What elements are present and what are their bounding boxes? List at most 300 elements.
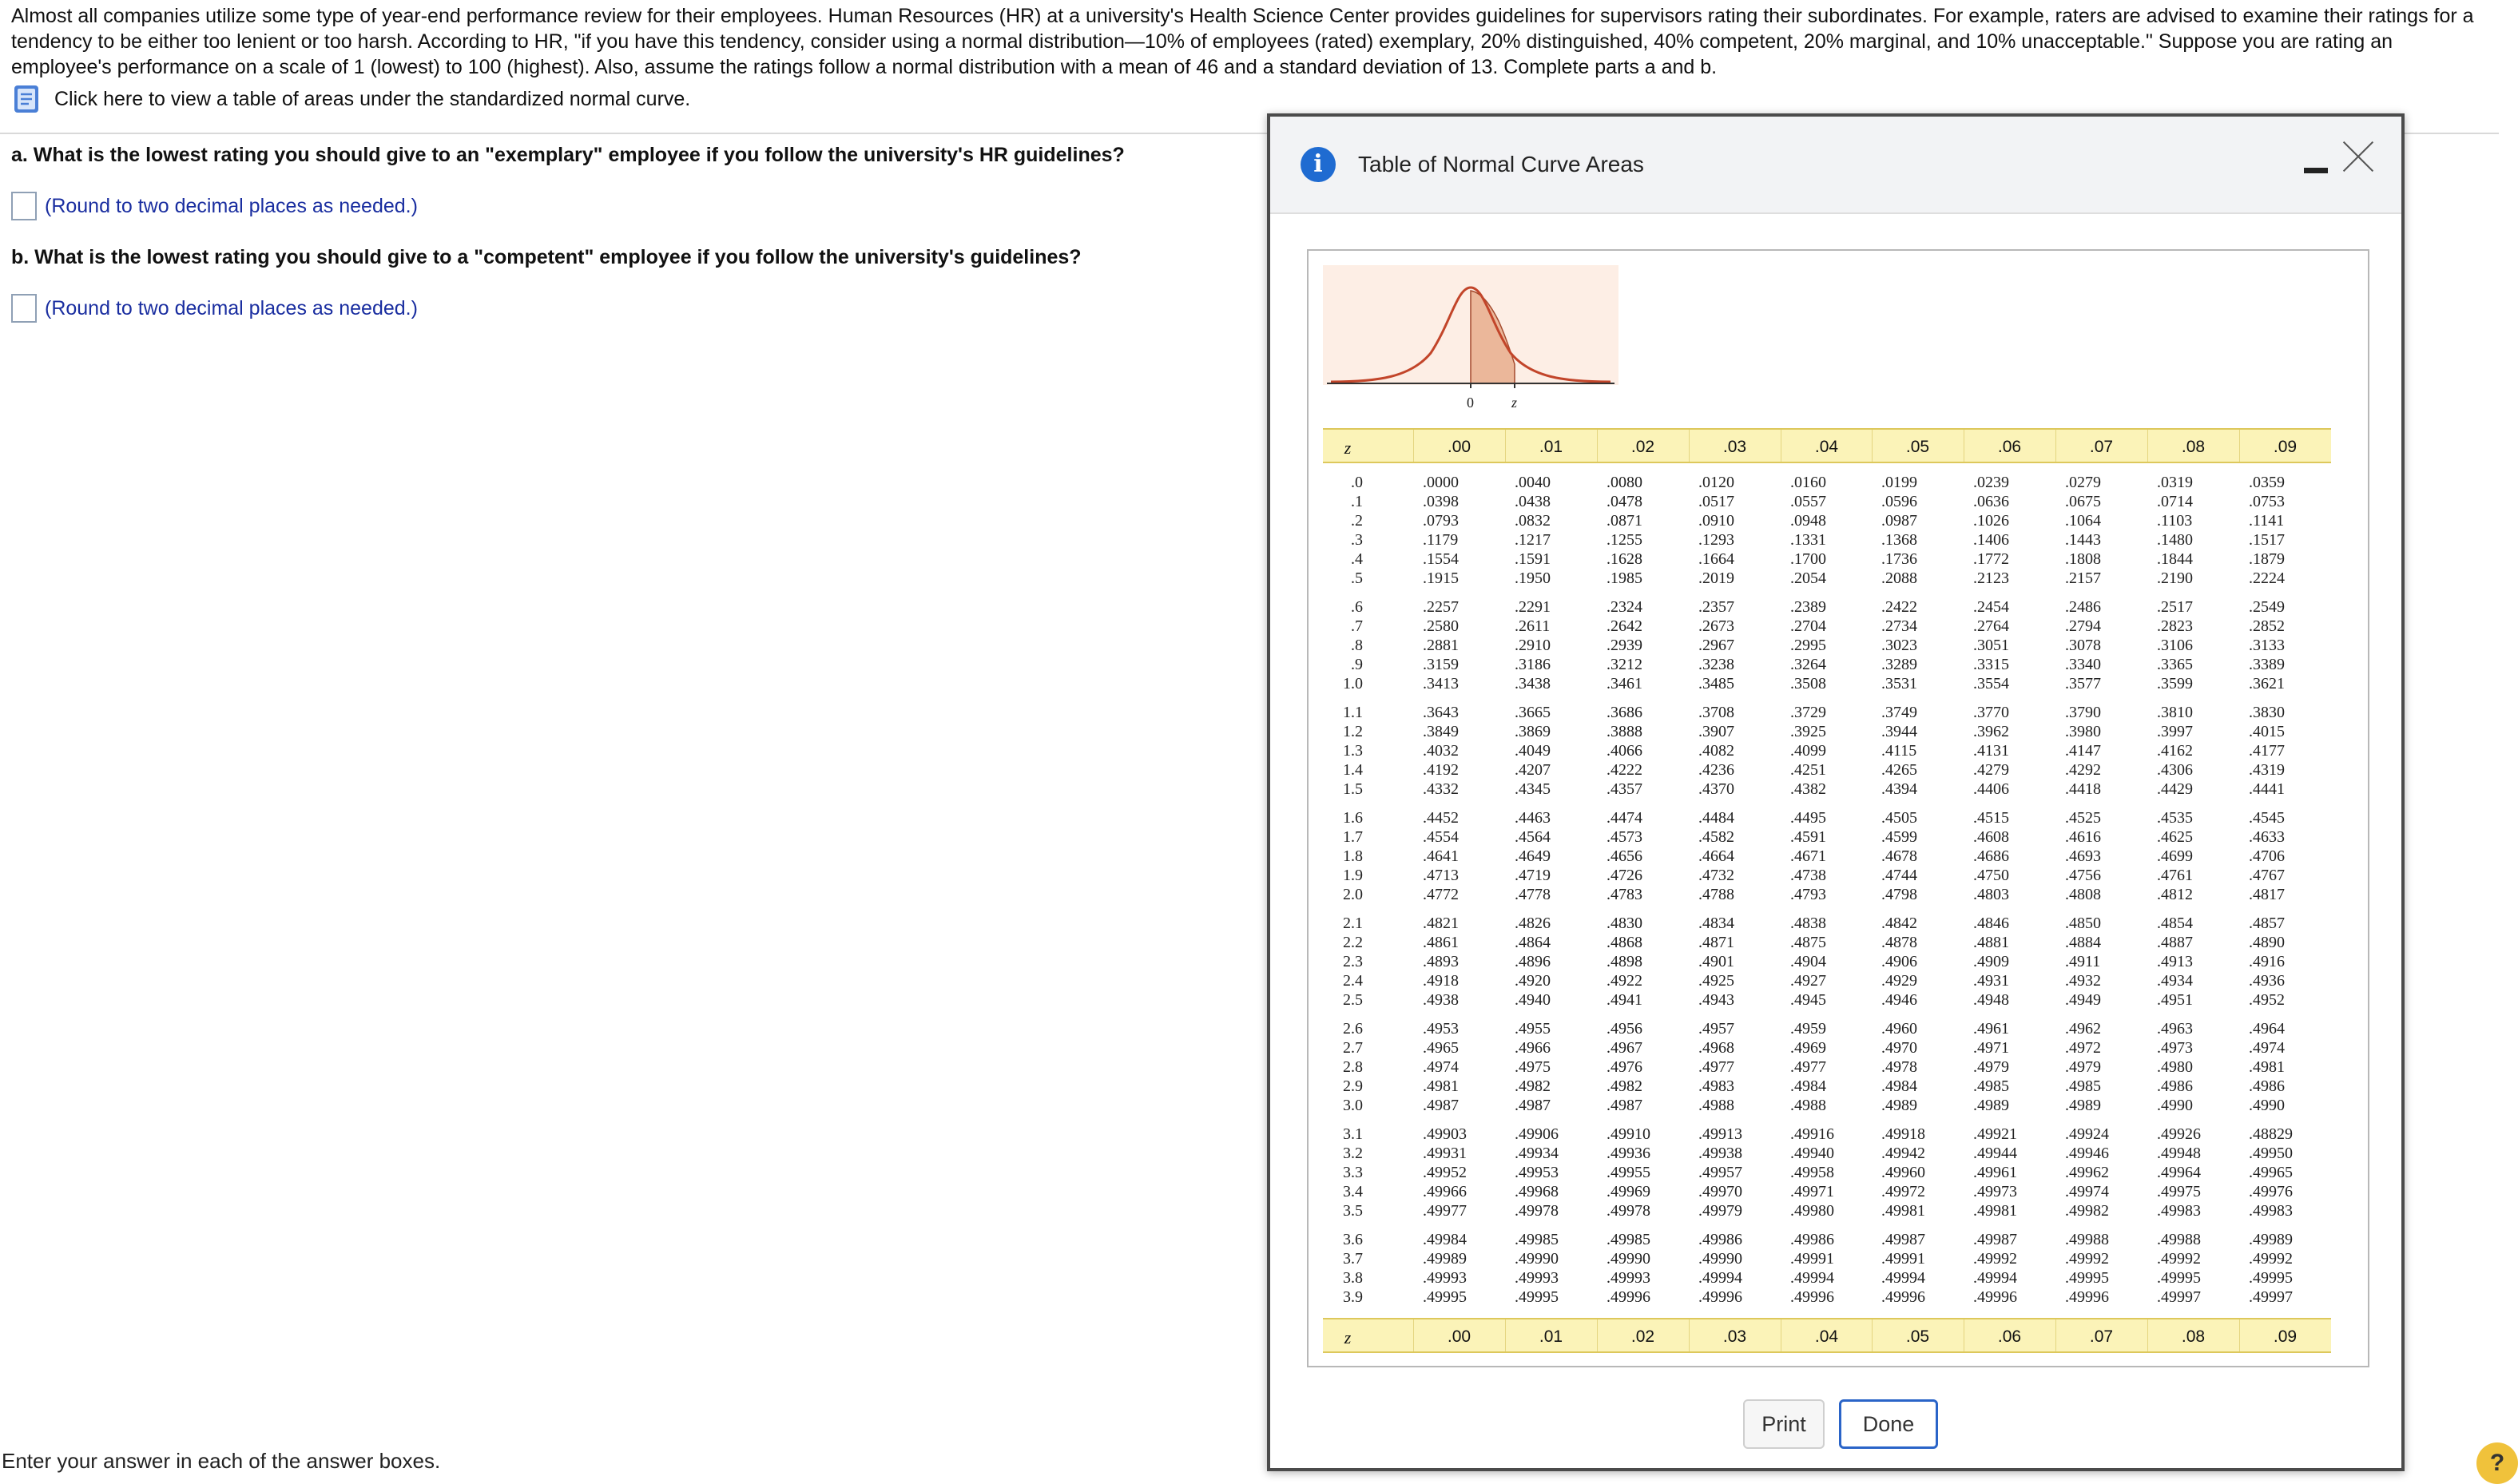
table-cell: .4826 bbox=[1515, 915, 1551, 932]
table-cell: .4868 bbox=[1607, 934, 1642, 951]
table-cell: .4115 bbox=[1881, 742, 1917, 760]
table-cell: .49965 bbox=[2249, 1164, 2293, 1181]
table-cell: .2517 bbox=[2157, 598, 2193, 616]
table-cell: .49971 bbox=[1790, 1183, 1834, 1200]
table-cell: .2019 bbox=[1698, 569, 1734, 587]
answer-row-b bbox=[11, 294, 418, 323]
table-cell: .1480 bbox=[2157, 531, 2193, 549]
table-cell: .4941 bbox=[1607, 991, 1642, 1009]
table-cell: .49992 bbox=[1973, 1250, 2017, 1268]
table-cell: .49948 bbox=[2157, 1145, 2201, 1162]
table-row bbox=[1323, 990, 2331, 1010]
table-cell: .49994 bbox=[1698, 1269, 1742, 1287]
table-cell: .4265 bbox=[1881, 761, 1917, 779]
table-row bbox=[1323, 971, 2331, 990]
table-cell: .4535 bbox=[2157, 809, 2193, 827]
normal-table-link-text[interactable]: Click here to view a table of areas under the standardized normal curve. bbox=[54, 87, 691, 110]
table-cell: .4951 bbox=[2157, 991, 2193, 1009]
table-cell: .4357 bbox=[1607, 780, 1642, 798]
minimize-icon[interactable] bbox=[2302, 157, 2329, 184]
table-cell: .4625 bbox=[2157, 828, 2193, 846]
table-cell: .3023 bbox=[1881, 637, 1917, 654]
table-cell: .4989 bbox=[1973, 1097, 2009, 1114]
print-button[interactable]: Print bbox=[1743, 1399, 1825, 1449]
table-cell: .4979 bbox=[2065, 1058, 2101, 1076]
z-label: 3.5 bbox=[1343, 1202, 1363, 1220]
table-cell: .4989 bbox=[2065, 1097, 2101, 1114]
table-cell: .3133 bbox=[2249, 637, 2285, 654]
z-label: .3 bbox=[1351, 531, 1363, 549]
table-row bbox=[1323, 1182, 2331, 1201]
table-cell: .4726 bbox=[1607, 867, 1642, 884]
table-cell: .4222 bbox=[1607, 761, 1642, 779]
table-cell: .4474 bbox=[1607, 809, 1642, 827]
table-cell: .4966 bbox=[1515, 1039, 1551, 1057]
table-row bbox=[1323, 1249, 2331, 1268]
table-cell: .3186 bbox=[1515, 656, 1551, 673]
table-cell: .4952 bbox=[2249, 991, 2285, 1009]
table-cell: .4693 bbox=[2065, 847, 2101, 865]
row-group bbox=[1323, 914, 2331, 1010]
col-header: .02 bbox=[1630, 1327, 1655, 1346]
table-cell: .4987 bbox=[1423, 1097, 1459, 1114]
table-cell: .3749 bbox=[1881, 704, 1917, 721]
table-cell: .2673 bbox=[1698, 617, 1734, 635]
row-group bbox=[1323, 808, 2331, 904]
table-cell: .4099 bbox=[1790, 742, 1826, 760]
table-cell: .3212 bbox=[1607, 656, 1642, 673]
table-cell: .4988 bbox=[1698, 1097, 1734, 1114]
table-cell: .0871 bbox=[1607, 512, 1642, 530]
table-cell: .49970 bbox=[1698, 1183, 1742, 1200]
table-cell: .4976 bbox=[1607, 1058, 1642, 1076]
table-row bbox=[1323, 1201, 2331, 1220]
col-divider bbox=[2147, 1319, 2148, 1351]
row-group bbox=[1323, 1019, 2331, 1115]
table-cell: .49987 bbox=[1881, 1231, 1925, 1248]
table-cell: .4616 bbox=[2065, 828, 2101, 846]
table-cell: .3340 bbox=[2065, 656, 2101, 673]
row-group bbox=[1323, 597, 2331, 693]
col-divider bbox=[2239, 1319, 2240, 1351]
table-cell: .4251 bbox=[1790, 761, 1826, 779]
z-label: 2.5 bbox=[1343, 991, 1363, 1009]
table-cell: .4678 bbox=[1881, 847, 1917, 865]
table-cell: .2794 bbox=[2065, 617, 2101, 635]
table-cell: .49996 bbox=[1790, 1288, 1834, 1306]
table-cell: .49985 bbox=[1607, 1231, 1650, 1248]
table-row bbox=[1323, 1230, 2331, 1249]
table-cell: .4948 bbox=[1973, 991, 2009, 1009]
table-cell: .2823 bbox=[2157, 617, 2193, 635]
table-cell: .3106 bbox=[2157, 637, 2193, 654]
table-cell: .4983 bbox=[1698, 1077, 1734, 1095]
table-cell: .4974 bbox=[1423, 1058, 1459, 1076]
z-label: 1.9 bbox=[1343, 867, 1363, 884]
table-cell: .4971 bbox=[1973, 1039, 2009, 1057]
table-cell: .4032 bbox=[1423, 742, 1459, 760]
table-cell: .4929 bbox=[1881, 972, 1917, 990]
table-row bbox=[1323, 703, 2331, 722]
table-cell: .4082 bbox=[1698, 742, 1734, 760]
answer-input-b[interactable] bbox=[11, 294, 37, 323]
table-cell: .49994 bbox=[1790, 1269, 1834, 1287]
table-cell: .49996 bbox=[2065, 1288, 2109, 1306]
table-cell: .49992 bbox=[2157, 1250, 2201, 1268]
table-cell: .0478 bbox=[1607, 493, 1642, 510]
z-label: .0 bbox=[1351, 474, 1363, 491]
table-cell: .49968 bbox=[1515, 1183, 1559, 1200]
table-cell: .2967 bbox=[1698, 637, 1734, 654]
table-cell: .0000 bbox=[1423, 474, 1459, 491]
table-cell: .4896 bbox=[1515, 953, 1551, 970]
table-cell: .4989 bbox=[1881, 1097, 1917, 1114]
table-row bbox=[1323, 511, 2331, 530]
table-cell: .3888 bbox=[1607, 723, 1642, 740]
table-cell: .49995 bbox=[2249, 1269, 2293, 1287]
col-header: .06 bbox=[1997, 1327, 2022, 1346]
table-cell: .49969 bbox=[1607, 1183, 1650, 1200]
table-cell: .48829 bbox=[2249, 1125, 2293, 1143]
z-label: .8 bbox=[1351, 637, 1363, 654]
table-cell: .49997 bbox=[2157, 1288, 2201, 1306]
table-cell: .4977 bbox=[1698, 1058, 1734, 1076]
table-cell: .4554 bbox=[1423, 828, 1459, 846]
table-row bbox=[1323, 933, 2331, 952]
table-cell: .4599 bbox=[1881, 828, 1917, 846]
table-cell: .49990 bbox=[1515, 1250, 1559, 1268]
table-cell: .49996 bbox=[1881, 1288, 1925, 1306]
table-cell: .4901 bbox=[1698, 953, 1734, 970]
normal-table-dialog bbox=[1267, 113, 2405, 1471]
table-cell: .4803 bbox=[1973, 886, 2009, 903]
curve-label-z: z bbox=[1511, 395, 1518, 411]
table-cell: .49913 bbox=[1698, 1125, 1742, 1143]
table-cell: .4793 bbox=[1790, 886, 1826, 903]
table-cell: .2389 bbox=[1790, 598, 1826, 616]
table-cell: .49961 bbox=[1973, 1164, 2017, 1181]
table-cell: .1064 bbox=[2065, 512, 2101, 530]
table-cell: .4767 bbox=[2249, 867, 2285, 884]
z-label: 1.4 bbox=[1343, 761, 1363, 779]
table-cell: .3708 bbox=[1698, 704, 1734, 721]
table-cell: .4963 bbox=[2157, 1020, 2193, 1038]
table-cell: .4984 bbox=[1790, 1077, 1826, 1095]
table-cell: .1217 bbox=[1515, 531, 1551, 549]
table-cell: .4932 bbox=[2065, 972, 2101, 990]
question-a: a. What is the lowest rating you should give to an "exemplary" employee if you follow the university's HR guidelines? bbox=[11, 144, 1125, 166]
table-cell: .3729 bbox=[1790, 704, 1826, 721]
table-cell: .4778 bbox=[1515, 886, 1551, 903]
table-cell: .4986 bbox=[2157, 1077, 2193, 1095]
table-cell: .1554 bbox=[1423, 550, 1459, 568]
table-cell: .0279 bbox=[2065, 474, 2101, 491]
table-cell: .49903 bbox=[1423, 1125, 1467, 1143]
table-cell: .3531 bbox=[1881, 675, 1917, 692]
z-label: 3.2 bbox=[1343, 1145, 1363, 1162]
table-cell: .49978 bbox=[1607, 1202, 1650, 1220]
table-cell: .49931 bbox=[1423, 1145, 1467, 1162]
table-cell: .4830 bbox=[1607, 915, 1642, 932]
table-cell: .1368 bbox=[1881, 531, 1917, 549]
col-header: .05 bbox=[1905, 438, 1930, 456]
table-cell: .49983 bbox=[2157, 1202, 2201, 1220]
table-cell: .4177 bbox=[2249, 742, 2285, 760]
table-row bbox=[1323, 530, 2331, 550]
table-cell: .0040 bbox=[1515, 474, 1551, 491]
table-cell: .2995 bbox=[1790, 637, 1826, 654]
col-divider bbox=[2055, 1319, 2056, 1351]
table-cell: .3159 bbox=[1423, 656, 1459, 673]
table-cell: .49958 bbox=[1790, 1164, 1834, 1181]
table-cell: .1736 bbox=[1881, 550, 1917, 568]
table-cell: .4898 bbox=[1607, 953, 1642, 970]
table-cell: .4938 bbox=[1423, 991, 1459, 1009]
table-cell: .49992 bbox=[2065, 1250, 2109, 1268]
table-cell: .2852 bbox=[2249, 617, 2285, 635]
table-cell: .49918 bbox=[1881, 1125, 1925, 1143]
table-row bbox=[1323, 655, 2331, 674]
col-header: .08 bbox=[2181, 438, 2206, 456]
table-cell: .4345 bbox=[1515, 780, 1551, 798]
curve-label-zero: 0 bbox=[1467, 395, 1474, 411]
table-row bbox=[1323, 1077, 2331, 1096]
z-label: 2.4 bbox=[1343, 972, 1363, 990]
table-cell: .4875 bbox=[1790, 934, 1826, 951]
row-group bbox=[1323, 473, 2331, 588]
col-divider bbox=[1872, 1319, 1873, 1351]
table-row bbox=[1323, 1268, 2331, 1288]
table-row bbox=[1323, 1057, 2331, 1077]
table-cell: .4761 bbox=[2157, 867, 2193, 884]
table-cell: .49995 bbox=[1515, 1288, 1559, 1306]
table-cell: .4633 bbox=[2249, 828, 2285, 846]
table-cell: .4990 bbox=[2157, 1097, 2193, 1114]
table-cell: .1772 bbox=[1973, 550, 2009, 568]
table-cell: .4973 bbox=[2157, 1039, 2193, 1057]
close-icon[interactable] bbox=[2341, 139, 2376, 174]
table-cell: .0948 bbox=[1790, 512, 1826, 530]
z-label: .6 bbox=[1351, 598, 1363, 616]
table-cell: .49986 bbox=[1790, 1231, 1834, 1248]
table-cell: .4985 bbox=[1973, 1077, 2009, 1095]
table-row bbox=[1323, 492, 2331, 511]
table-row bbox=[1323, 1163, 2331, 1182]
table-cell: .4429 bbox=[2157, 780, 2193, 798]
table-cell: .2611 bbox=[1515, 617, 1551, 635]
table-cell: .49966 bbox=[1423, 1183, 1467, 1200]
table-cell: .3907 bbox=[1698, 723, 1734, 740]
table-cell: .2157 bbox=[2065, 569, 2101, 587]
table-cell: .1879 bbox=[2249, 550, 2285, 568]
table-cell: .49978 bbox=[1515, 1202, 1559, 1220]
table-cell: .2910 bbox=[1515, 637, 1551, 654]
table-cell: .49916 bbox=[1790, 1125, 1834, 1143]
table-cell: .49996 bbox=[1607, 1288, 1650, 1306]
table-cell: .49992 bbox=[2249, 1250, 2293, 1268]
z-label: 1.2 bbox=[1343, 723, 1363, 740]
col-header: .09 bbox=[2273, 1327, 2298, 1346]
table-cell: .0080 bbox=[1607, 474, 1642, 491]
table-cell: .0910 bbox=[1698, 512, 1734, 530]
table-row bbox=[1323, 722, 2331, 741]
table-cell: .49936 bbox=[1607, 1145, 1650, 1162]
table-cell: .4495 bbox=[1790, 809, 1826, 827]
table-cell: .4974 bbox=[2249, 1039, 2285, 1057]
table-cell: .0832 bbox=[1515, 512, 1551, 530]
table-cell: .4953 bbox=[1423, 1020, 1459, 1038]
table-cell: .4850 bbox=[2065, 915, 2101, 932]
table-cell: .4918 bbox=[1423, 972, 1459, 990]
table-cell: .4452 bbox=[1423, 809, 1459, 827]
table-cell: .49991 bbox=[1790, 1250, 1834, 1268]
table-frame bbox=[1307, 249, 2369, 1367]
z-table bbox=[1323, 428, 2331, 1355]
table-cell: .2422 bbox=[1881, 598, 1917, 616]
normal-table-link[interactable] bbox=[11, 81, 690, 117]
table-row bbox=[1323, 569, 2331, 588]
table-cell: .4960 bbox=[1881, 1020, 1917, 1038]
answer-row-a bbox=[11, 192, 418, 220]
table-cell: .4981 bbox=[2249, 1058, 2285, 1076]
table-cell: .2580 bbox=[1423, 617, 1459, 635]
row-group bbox=[1323, 1125, 2331, 1220]
table-cell: .3849 bbox=[1423, 723, 1459, 740]
table-cell: .49983 bbox=[2249, 1202, 2293, 1220]
table-cell: .2939 bbox=[1607, 637, 1642, 654]
answer-input-a[interactable] bbox=[11, 192, 37, 220]
z-label: .1 bbox=[1351, 493, 1363, 510]
table-cell: .2088 bbox=[1881, 569, 1917, 587]
table-cell: .3078 bbox=[2065, 637, 2101, 654]
table-cell: .4505 bbox=[1881, 809, 1917, 827]
table-cell: .49974 bbox=[2065, 1183, 2109, 1200]
table-cell: .49994 bbox=[1881, 1269, 1925, 1287]
table-cell: .4015 bbox=[2249, 723, 2285, 740]
table-cell: .4975 bbox=[1515, 1058, 1551, 1076]
z-label: 3.1 bbox=[1343, 1125, 1363, 1143]
col-divider bbox=[1505, 430, 1506, 462]
table-cell: .3997 bbox=[2157, 723, 2193, 740]
table-cell: .0987 bbox=[1881, 512, 1917, 530]
z-label: 3.9 bbox=[1343, 1288, 1363, 1306]
table-cell: .4608 bbox=[1973, 828, 2009, 846]
table-cell: .4968 bbox=[1698, 1039, 1734, 1057]
table-cell: .49973 bbox=[1973, 1183, 2017, 1200]
col-header: .01 bbox=[1539, 438, 1563, 456]
table-cell: .4955 bbox=[1515, 1020, 1551, 1038]
table-cell: .1026 bbox=[1973, 512, 2009, 530]
table-cell: .3577 bbox=[2065, 675, 2101, 692]
z-label: 2.0 bbox=[1343, 886, 1363, 903]
table-cell: .4864 bbox=[1515, 934, 1551, 951]
table-cell: .4861 bbox=[1423, 934, 1459, 951]
table-cell: .49910 bbox=[1607, 1125, 1650, 1143]
col-header: .00 bbox=[1447, 438, 1471, 456]
table-row bbox=[1323, 952, 2331, 971]
table-cell: .1985 bbox=[1607, 569, 1642, 587]
table-cell: .49997 bbox=[2249, 1288, 2293, 1306]
z-label: 3.4 bbox=[1343, 1183, 1363, 1200]
table-cell: .49938 bbox=[1698, 1145, 1742, 1162]
table-cell: .1844 bbox=[2157, 550, 2193, 568]
col-header: z bbox=[1344, 438, 1352, 458]
table-cell: .2190 bbox=[2157, 569, 2193, 587]
table-cell: .4798 bbox=[1881, 886, 1917, 903]
table-row bbox=[1323, 550, 2331, 569]
col-header: .01 bbox=[1539, 1327, 1563, 1346]
col-divider bbox=[1413, 1319, 1414, 1351]
table-cell: .4940 bbox=[1515, 991, 1551, 1009]
row-group bbox=[1323, 703, 2331, 799]
table-cell: .49994 bbox=[1973, 1269, 2017, 1287]
col-divider bbox=[2055, 430, 2056, 462]
table-cell: .4909 bbox=[1973, 953, 2009, 970]
table-cell: .1255 bbox=[1607, 531, 1642, 549]
round-hint-b: (Round to two decimal places as needed.) bbox=[45, 296, 418, 319]
table-cell: .2054 bbox=[1790, 569, 1826, 587]
help-button[interactable]: ? bbox=[2476, 1442, 2518, 1484]
table-cell: .2642 bbox=[1607, 617, 1642, 635]
table-cell: .4946 bbox=[1881, 991, 1917, 1009]
table-row bbox=[1323, 674, 2331, 693]
table-cell: .49957 bbox=[1698, 1164, 1742, 1181]
z-label: 2.3 bbox=[1343, 953, 1363, 970]
table-cell: .49993 bbox=[1607, 1269, 1650, 1287]
table-cell: .4978 bbox=[1881, 1058, 1917, 1076]
table-row bbox=[1323, 1019, 2331, 1038]
col-divider bbox=[1505, 1319, 1506, 1351]
dialog-header bbox=[1270, 117, 2401, 214]
table-cell: .1406 bbox=[1973, 531, 2009, 549]
table-cell: .49991 bbox=[1881, 1250, 1925, 1268]
table-cell: .3389 bbox=[2249, 656, 2285, 673]
table-cell: .3830 bbox=[2249, 704, 2285, 721]
table-cell: .4949 bbox=[2065, 991, 2101, 1009]
table-cell: .4884 bbox=[2065, 934, 2101, 951]
done-button[interactable]: Done bbox=[1839, 1399, 1938, 1449]
table-cell: .49906 bbox=[1515, 1125, 1559, 1143]
table-cell: .4979 bbox=[1973, 1058, 2009, 1076]
table-cell: .2291 bbox=[1515, 598, 1551, 616]
table-cell: .4306 bbox=[2157, 761, 2193, 779]
table-row bbox=[1323, 885, 2331, 904]
table-cell: .3365 bbox=[2157, 656, 2193, 673]
table-cell: .1915 bbox=[1423, 569, 1459, 587]
z-label: 3.0 bbox=[1343, 1097, 1363, 1114]
table-cell: .49990 bbox=[1607, 1250, 1650, 1268]
table-cell: .4990 bbox=[2249, 1097, 2285, 1114]
table-cell: .4370 bbox=[1698, 780, 1734, 798]
z-label: 3.8 bbox=[1343, 1269, 1363, 1287]
col-header: .04 bbox=[1814, 1327, 1839, 1346]
table-row bbox=[1323, 617, 2331, 636]
table-cell: .49984 bbox=[1423, 1231, 1467, 1248]
table-cell: .4911 bbox=[2065, 953, 2101, 970]
table-cell: .4573 bbox=[1607, 828, 1642, 846]
col-header: .04 bbox=[1814, 438, 1839, 456]
table-cell: .4162 bbox=[2157, 742, 2193, 760]
z-label: .9 bbox=[1351, 656, 1363, 673]
table-cell: .3944 bbox=[1881, 723, 1917, 740]
table-cell: .0438 bbox=[1515, 493, 1551, 510]
table-cell: .3238 bbox=[1698, 656, 1734, 673]
table-cell: .4671 bbox=[1790, 847, 1826, 865]
col-divider bbox=[1872, 430, 1873, 462]
table-cell: .4591 bbox=[1790, 828, 1826, 846]
table-cell: .4887 bbox=[2157, 934, 2193, 951]
table-cell: .0753 bbox=[2249, 493, 2285, 510]
